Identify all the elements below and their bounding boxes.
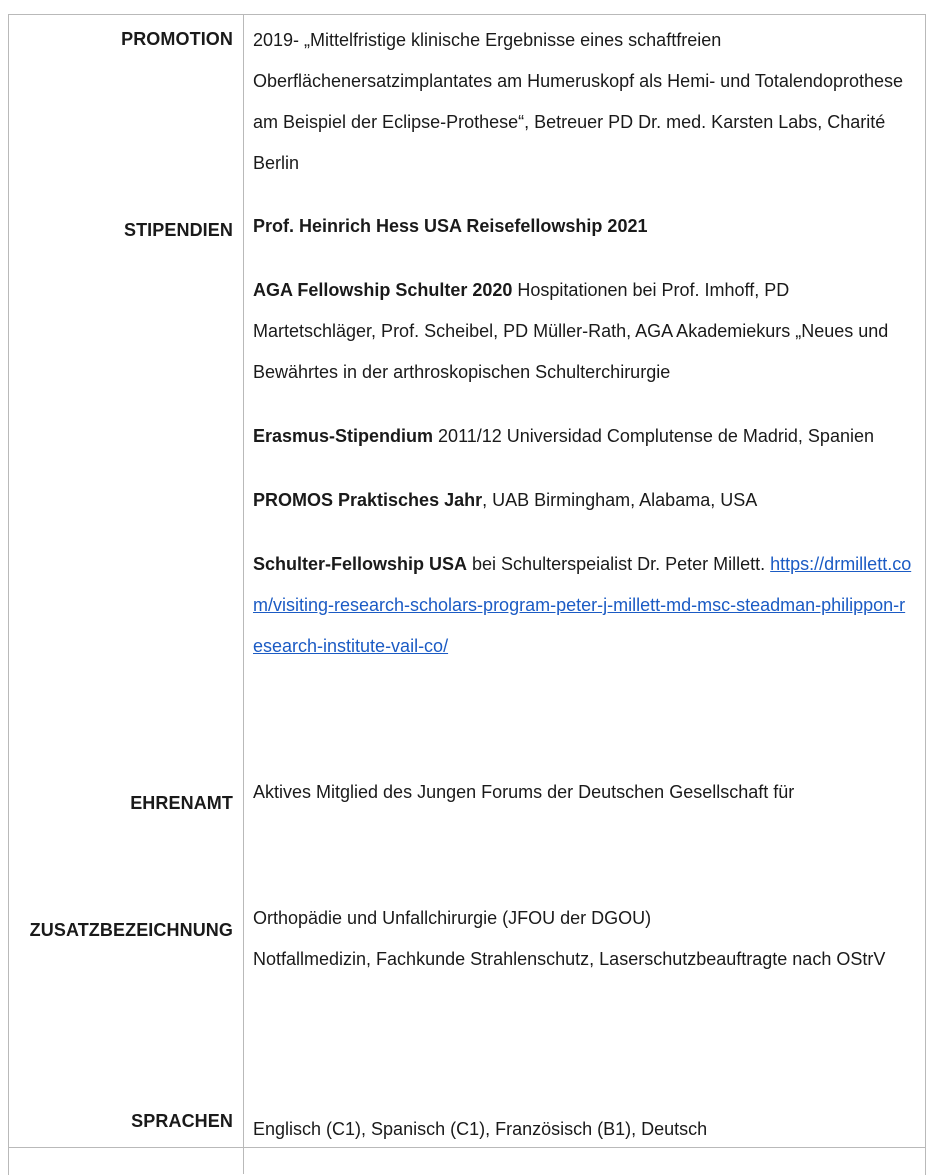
label-zusatzbezeichnung: ZUSATZBEZEICHNUNG bbox=[29, 920, 233, 940]
zusatz-line-2: Notfallmedizin, Fachkunde Strahlenschutz, Laserschutzbeauftragte nach OStrV bbox=[253, 949, 886, 969]
stipendium-erasmus-title: Erasmus-Stipendium bbox=[253, 426, 434, 446]
stipendium-schulter-title: Schulter-Fellowship USA bbox=[253, 554, 468, 574]
stipendium-hess bbox=[253, 206, 915, 247]
label-stipendien: STIPENDIEN bbox=[123, 220, 233, 240]
zusatz-section bbox=[253, 898, 915, 980]
promotion-section bbox=[253, 20, 915, 184]
column-divider bbox=[243, 14, 244, 1174]
sprachen-text: Englisch (C1), Spanisch (C1), Französisch (B1), Deutsch bbox=[253, 1119, 708, 1139]
stipendium-promos-title: PROMOS Praktisches Jahr bbox=[253, 490, 483, 510]
stipendium-schulter bbox=[253, 544, 915, 667]
label-ehrenamt: EHRENAMT bbox=[130, 793, 233, 813]
stipendium-promos bbox=[253, 480, 915, 521]
zusatz-line-1: Orthopädie und Unfallchirurgie (JFOU der DGOU) bbox=[253, 908, 652, 928]
stipendium-aga bbox=[253, 270, 915, 393]
stipendium-schulter-text: bei Schulterspeialist Dr. Peter Millett. bbox=[467, 554, 771, 574]
label-sprachen: SPRACHEN bbox=[131, 1111, 233, 1131]
label-promotion: PROMOTION bbox=[121, 29, 233, 49]
millett-link[interactable]: https://drmillett.com/visiting-research-scholars-program-peter-j-millett-md-msc-steadman-philippon-research-institute-vail-co/ bbox=[253, 554, 912, 656]
ehrenamt-text: Aktives Mitglied des Jungen Forums der Deutschen Gesellschaft für bbox=[253, 782, 795, 802]
stipendium-aga-text: Hospitationen bei Prof. Imhoff, PD Martetschläger, Prof. Scheibel, PD Müller-Rath, AGA Akademiekurs „Neues und Bewährtes in der arthroskopischen Schulterchirurgie bbox=[253, 280, 889, 382]
stipendium-erasmus bbox=[253, 416, 915, 457]
stipendium-hess-title: Prof. Heinrich Hess USA Reisefellowship 2021 bbox=[253, 216, 648, 236]
ehrenamt-section bbox=[253, 772, 915, 813]
stipendium-aga-title: AGA Fellowship Schulter 2020 bbox=[253, 280, 513, 300]
stipendium-erasmus-text: 2011/12 Universidad Complutense de Madrid, Spanien bbox=[433, 426, 874, 446]
stipendium-promos-text: , UAB Birmingham, Alabama, USA bbox=[482, 490, 758, 510]
stipendien-section bbox=[253, 206, 915, 667]
promotion-text: 2019- „Mittelfristige klinische Ergebnisse eines schaftfreien Oberflächenersatzimplantates am Humeruskopf als Hemi- und Totalendoprothese am Beispiel der Eclipse-Prothese“, Betreuer PD Dr. med. Karsten Labs, Charité Berlin bbox=[253, 30, 904, 173]
sprachen-section bbox=[253, 1109, 915, 1150]
